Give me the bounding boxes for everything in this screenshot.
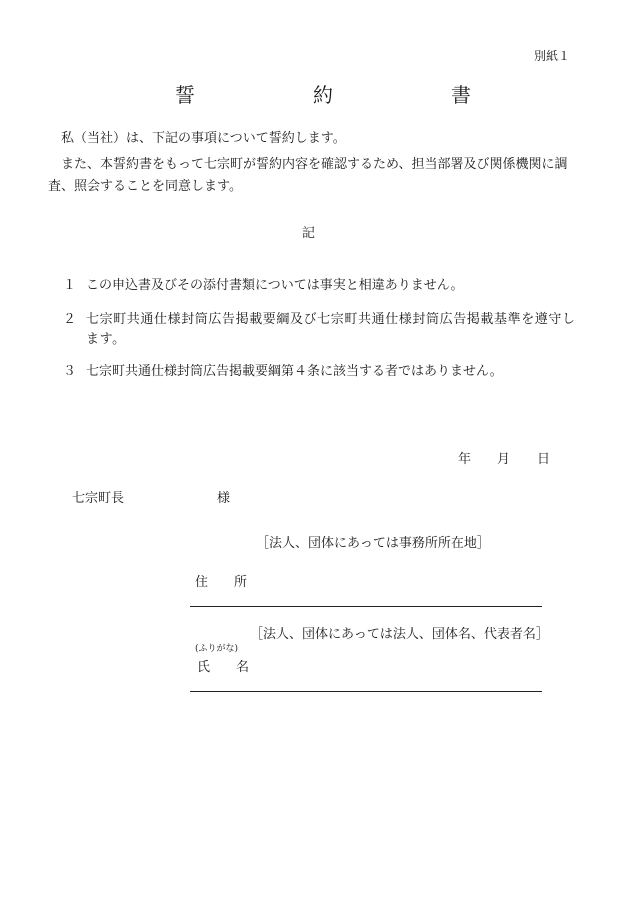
- pledge-paragraph: 私（当社）は、下記の事項について誓約します。: [61, 131, 346, 146]
- addressee-name: 七宗町長: [72, 491, 125, 506]
- list-item: [63, 362, 583, 382]
- title-char-3: 書: [451, 83, 471, 107]
- list-item: [63, 310, 583, 350]
- date-year-label: 年: [458, 452, 472, 467]
- item-text: 七宗町共通仕様封筒広告掲載要綱第４条に該当する者ではありません。: [86, 364, 503, 379]
- addressee-honorific: 様: [217, 491, 231, 506]
- item-text: この申込書及びその添付書類については事実と相違ありません。: [86, 278, 464, 293]
- item-number: ３: [63, 364, 77, 379]
- consent-paragraph: また、本誓約書をもって七宗町が誓約内容を確認するため、担当部署及び関係機関に調査、照会することを同意します。: [48, 157, 568, 194]
- title-char-1: 誓: [175, 83, 195, 107]
- item-number: ２: [63, 312, 77, 327]
- name-line: [190, 691, 542, 692]
- name-label: 氏 名: [197, 660, 250, 675]
- item-text: 七宗町共通仕様封筒広告掲載要綱及び七宗町共通仕様封筒広告掲載基準を遵守します。: [86, 312, 576, 347]
- list-item: [63, 276, 583, 296]
- name-note: ［法人、団体にあっては法人、団体名、代表者名］: [250, 627, 549, 642]
- date-day-label: 日: [537, 452, 551, 467]
- item-number: １: [63, 278, 77, 293]
- title-char-2: 約: [313, 83, 333, 107]
- address-label: 住 所: [195, 575, 248, 590]
- date-month-label: 月: [497, 452, 511, 467]
- address-line: [190, 606, 542, 607]
- ki-heading: 記: [302, 226, 316, 241]
- furigana-label: (ふりがな): [195, 644, 239, 654]
- address-note: ［法人、団体にあっては事務所所在地］: [256, 536, 490, 551]
- annex-label: 別紙１: [533, 49, 570, 63]
